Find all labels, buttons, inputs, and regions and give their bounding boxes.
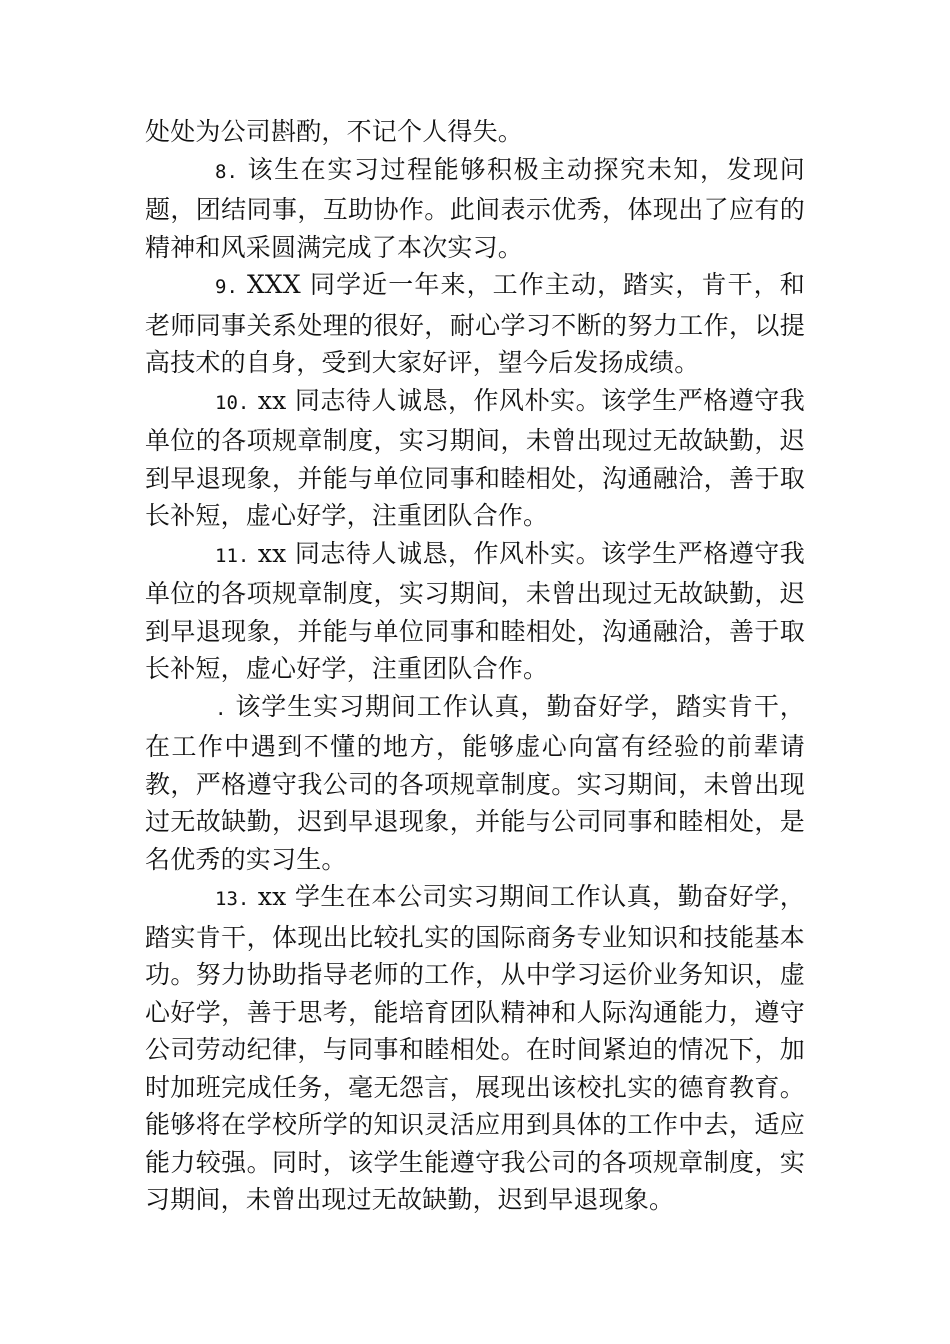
paragraph-text: 该学生实习期间工作认真，勤奋好学，踏实肯干，在工作中遇到不懂的地方，能够虚心向富有经验的前辈请教，严格遵守我公司的各项规章制度。实习期间，未曾出现过无故缺勤，迟到早退现象，并能与公司同事和睦相处，是名优秀的实习生。 [145, 691, 805, 874]
item-number: 11. [215, 544, 250, 567]
paragraph-text: 处处为公司斟酌，不记个人得失。 [145, 117, 524, 146]
paragraph-11 [145, 535, 805, 688]
item-number: 13. [215, 888, 250, 910]
document-body [145, 113, 805, 1219]
paragraph-text: 该生在实习过程能够积极主动探究未知，发现问题，团结同事，互助协作。此间表示优秀，体现出了应有的精神和风采圆满完成了本次实习。 [145, 154, 806, 262]
paragraph-text: XXX 同学近一年来，工作主动，踏实，肯干，和老师同事关系处理的很好，耐心学习不断的努力工作，以提高技术的自身，受到大家好评，望今后发扬成绩。 [145, 270, 805, 377]
paragraph-13 [145, 878, 805, 1219]
paragraph-12 [145, 688, 805, 879]
item-number: . [215, 697, 227, 720]
item-number: 8. [215, 160, 238, 183]
item-number: 9. [215, 276, 238, 298]
paragraph-text: xx 同志待人诚恳，作风朴实。该学生严格遵守我单位的各项规章制度，实习期间，未曾出现过无故缺勤，迟到早退现象，并能与单位同事和睦相处，沟通融洽，善于取长补短，虚心好学，注重团队合作。 [145, 538, 806, 683]
paragraph-9 [145, 266, 805, 382]
paragraph-10 [145, 382, 805, 535]
paragraph-continuation [145, 113, 805, 151]
paragraph-text: xx 同志待人诚恳，作风朴实。该学生严格遵守我单位的各项规章制度，实习期间，未曾出现过无故缺勤，迟到早退现象，并能与单位同事和睦相处，沟通融洽，善于取长补短，虚心好学，注重团队合作。 [145, 385, 806, 530]
item-number: 10. [215, 391, 250, 414]
paragraph-8 [145, 151, 805, 267]
paragraph-text: xx 学生在本公司实习期间工作认真，勤奋好学，踏实肯干，体现出比较扎实的国际商务专业知识和技能基本功。努力协助指导老师的工作，从中学习运价业务知识，虚心好学，善于思考，能培育团队精神和人际沟通能力，遵守公司劳动纪律，与同事和睦相处。在时间紧迫的情况下，加时加班完成任务，毫无怨言，展现出该校扎实的德育教育。能够将在学校所学的知识灵活应用到具体的工作中去，适应能力较强。同时，该学生能遵守我公司的各项规章制度，实习期间，未曾出现过无故缺勤，迟到早退现象。 [145, 882, 806, 1214]
